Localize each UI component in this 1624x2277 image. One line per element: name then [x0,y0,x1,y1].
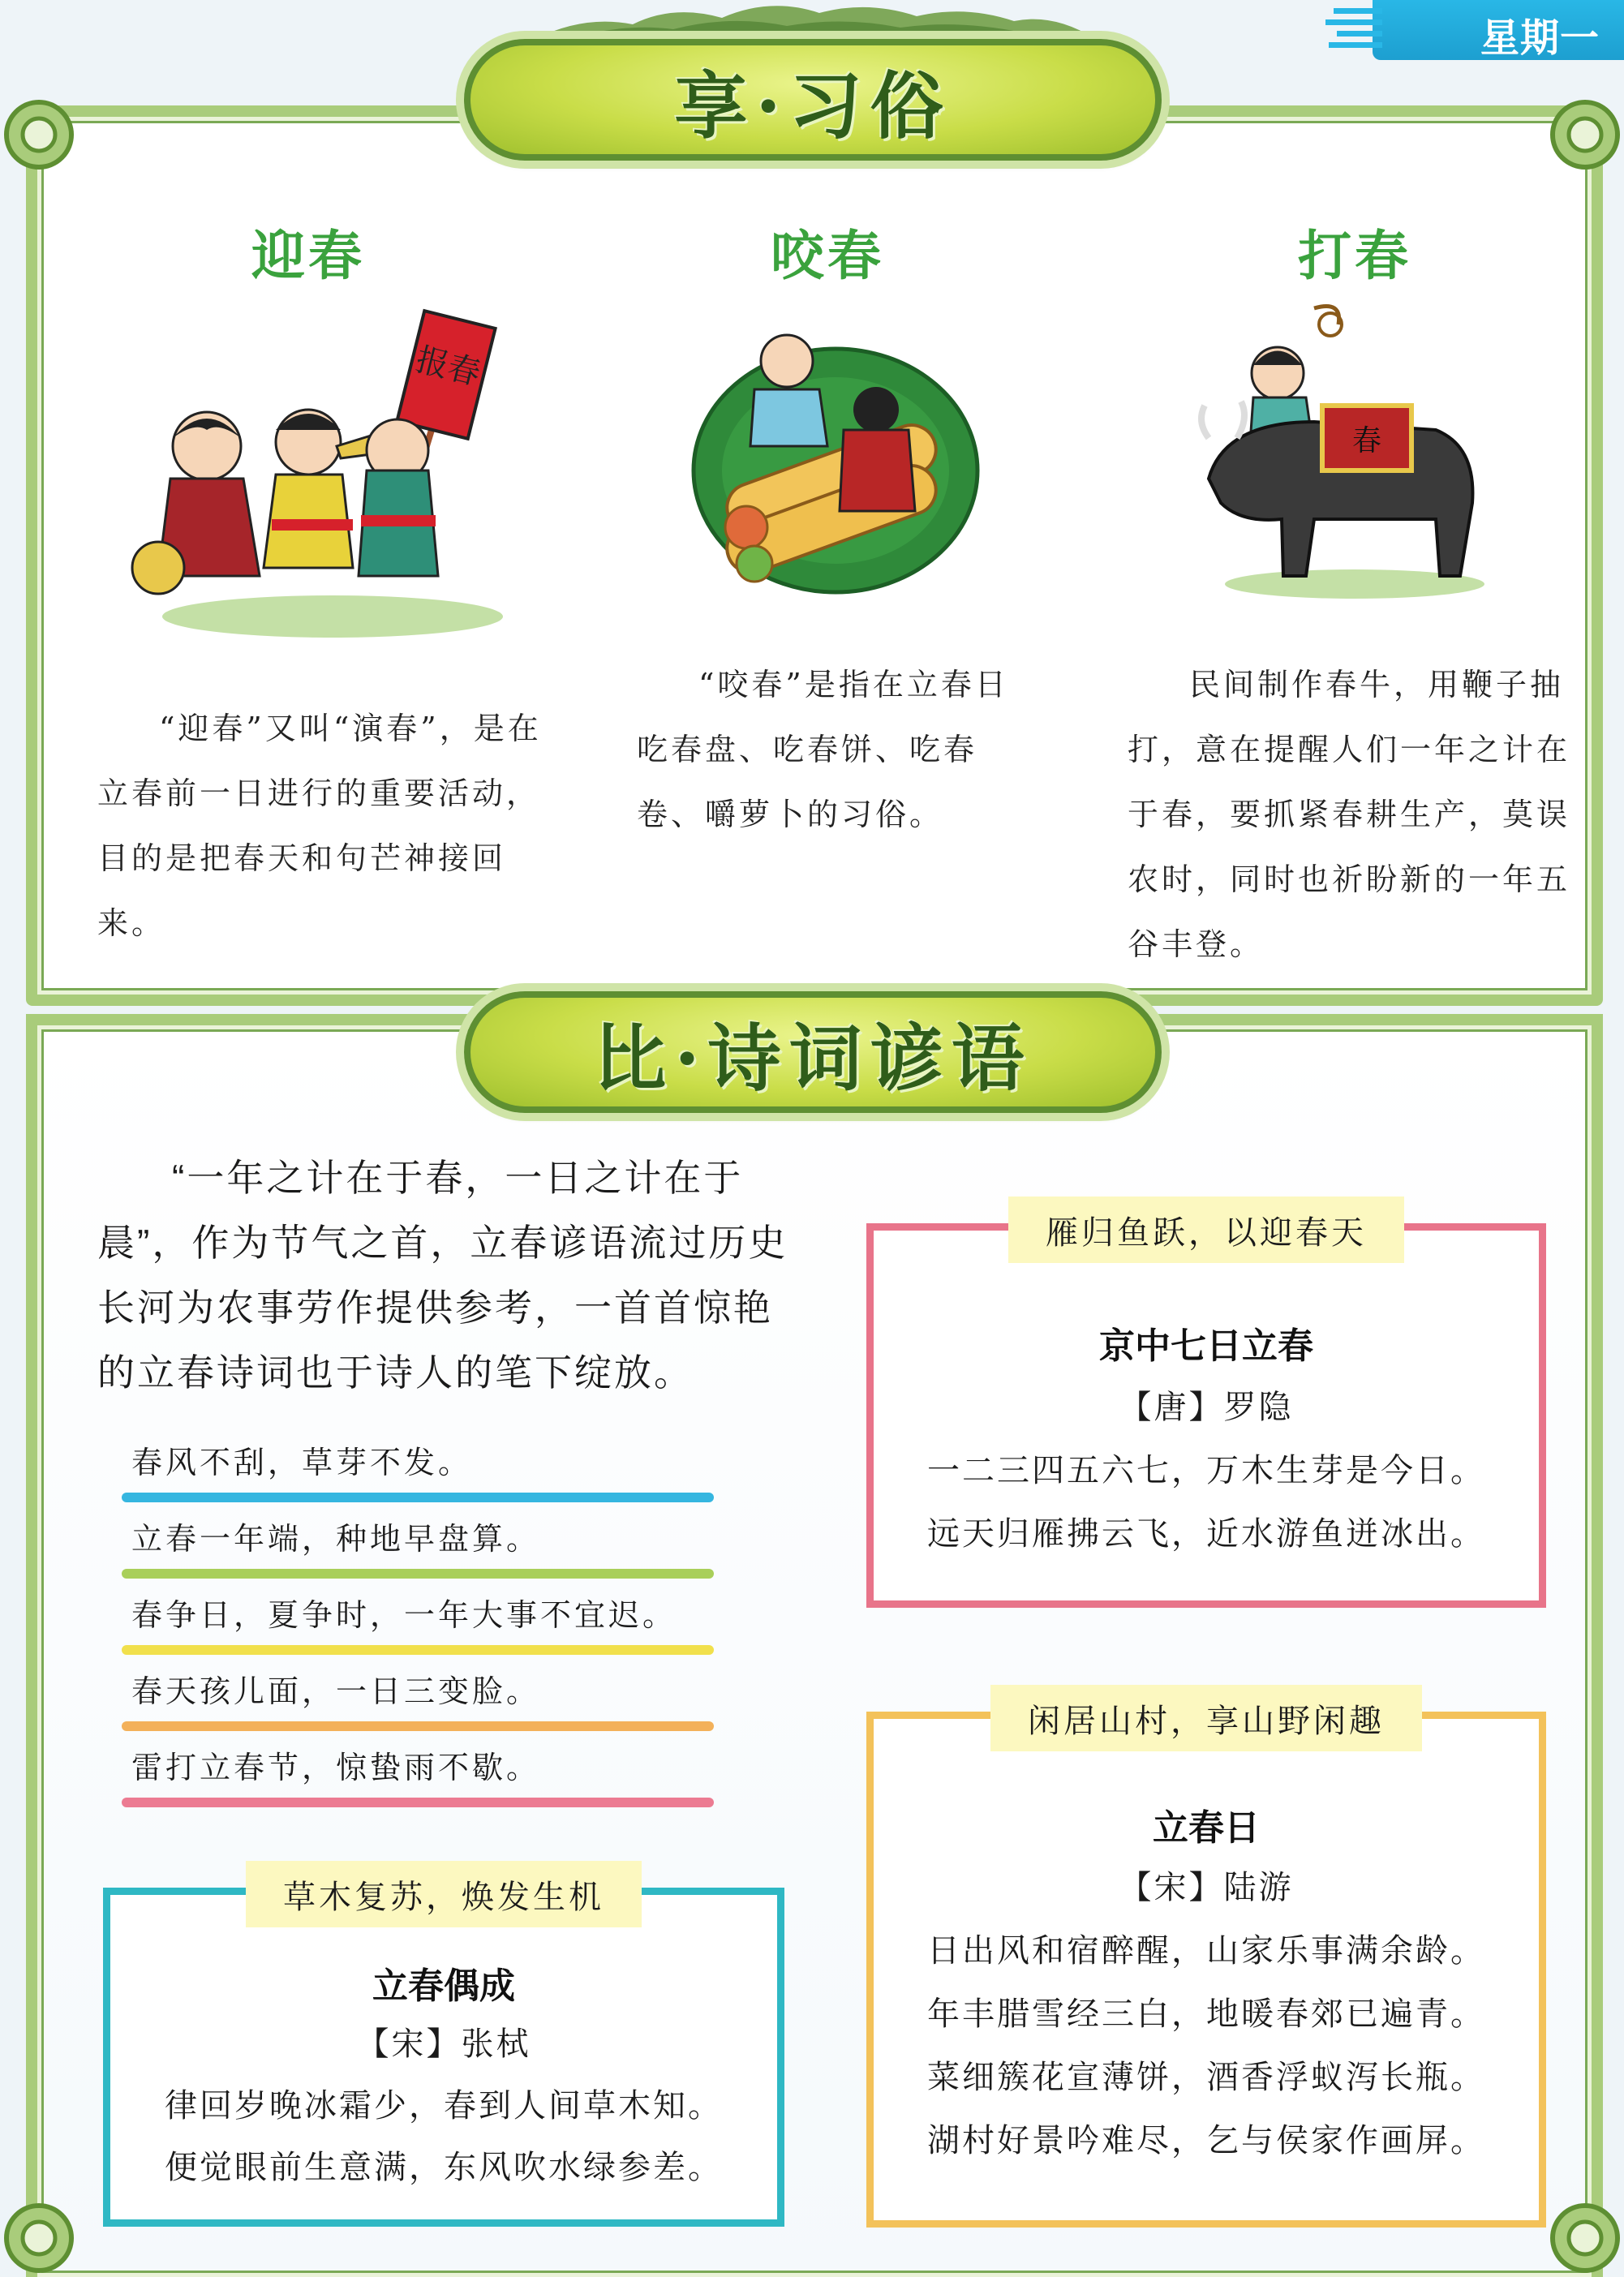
poem-tag: 雁归鱼跃，以迎春天 [1008,1196,1404,1263]
poetry-section-title: 比·诗词谚语 [593,1016,1033,1102]
spring-rolls-illustration [690,324,998,600]
custom-text-yingchun: “迎春”又叫“演春”，是在立春前一日进行的重要活动，目的是把春天和句芒神接回来。 [97,711,542,941]
poem-author: 【宋】陆游 [1119,1869,1294,1906]
poem-tag: 草木复苏，焕发生机 [246,1861,642,1927]
custom-title-yingchun: 迎春 [251,224,365,287]
poem-line: 远天归雁拂云飞，近水游鱼迸冰出。 [927,1515,1485,1553]
poem-line: 便觉眼前生意满，东风吹水绿参差。 [165,2149,723,2186]
corner-ornament-icon [1546,96,1624,174]
children-welcoming-spring-illustration [122,308,511,649]
proverb-item [122,1582,714,1655]
weekday-label: 星期一 [1480,15,1600,61]
poetry-banner [464,991,1162,1113]
custom-title-dachun: 打春 [1298,224,1411,287]
ox-cloth-text: 春 [1351,424,1382,458]
proverb-text: 立春一年端，种地早盘算。 [131,1521,541,1557]
poem-line: 一二三四五六七，万木生芽是今日。 [927,1452,1485,1489]
poetry-intro: “一年之计在于春，一日之计在于晨”，作为节气之首，立春谚语流过历史长河为农事劳作提供参考，一首首惊艳的立春诗词也于诗人的笔下绽放。 [97,1157,788,1394]
proverb-underline [122,1569,714,1579]
poem-card-lichunri [866,1702,1546,2228]
proverb-text: 春争日，夏争时，一年大事不宜迟。 [131,1597,677,1633]
speed-lines-icon [1325,5,1382,55]
proverb-item [122,1506,714,1579]
proverb-underline [122,1645,714,1655]
corner-ornament-icon [0,96,78,174]
custom-title-yaochun: 咬春 [771,224,884,287]
customs-section-title: 享·习俗 [674,63,952,149]
poem-author: 【宋】张栻 [356,2026,531,2063]
proverb-item [122,1658,714,1731]
poem-line: 日出风和宿醉醒，山家乐事满余龄。 [927,1932,1485,1970]
proverb-item [122,1429,714,1502]
poem-line: 菜细簇花宣薄饼，酒香浮蚁泻长瓶。 [927,2059,1485,2096]
proverb-underline [122,1798,714,1807]
corner-ornament-icon [1546,2199,1624,2277]
proverb-text: 春天孩儿面，一日三变脸。 [131,1673,541,1709]
custom-text-dachun: 民间制作春牛，用鞭子抽打，意在提醒人们一年之计在于春，要抓紧春耕生产，莫误农时，同时也祈盼新的一年五谷丰登。 [1128,667,1571,962]
poem-line: 湖村好景吟难尽，乞与侯家作画屏。 [927,2122,1485,2159]
child-on-ox-illustration [1192,300,1501,608]
proverb-underline [122,1721,714,1731]
sign-text: 报春 [412,341,484,393]
customs-banner [464,39,1162,161]
custom-text-yaochun: “咬春”是指在立春日吃春盘、吃春饼、吃春卷、嚼萝卜的习俗。 [637,667,1009,832]
poem-author: 【唐】罗隐 [1119,1389,1294,1426]
poem-tag: 闲居山村，享山野闲趣 [990,1685,1422,1751]
corner-ornament-icon [0,2199,78,2277]
proverb-underline [122,1493,714,1502]
poem-card-lichun-oucheng [103,1878,784,2227]
proverb-item [122,1734,714,1807]
poem-title: 立春日 [1153,1807,1260,1849]
proverb-text: 雷打立春节，惊蛰雨不歇。 [131,1750,541,1785]
poem-line: 律回岁晚冰霜少，春到人间草木知。 [165,2087,723,2124]
poem-title: 京中七日立春 [1099,1325,1313,1367]
poem-line: 年丰腊雪经三白，地暖春郊已遍青。 [927,1996,1485,2033]
weekday-tab [1373,0,1624,60]
mountain-decoration [535,0,1095,39]
poem-title: 立春偶成 [372,1966,515,2007]
poem-card-jingzhong [866,1214,1546,1608]
proverb-text: 春风不刮，草芽不发。 [131,1445,473,1480]
